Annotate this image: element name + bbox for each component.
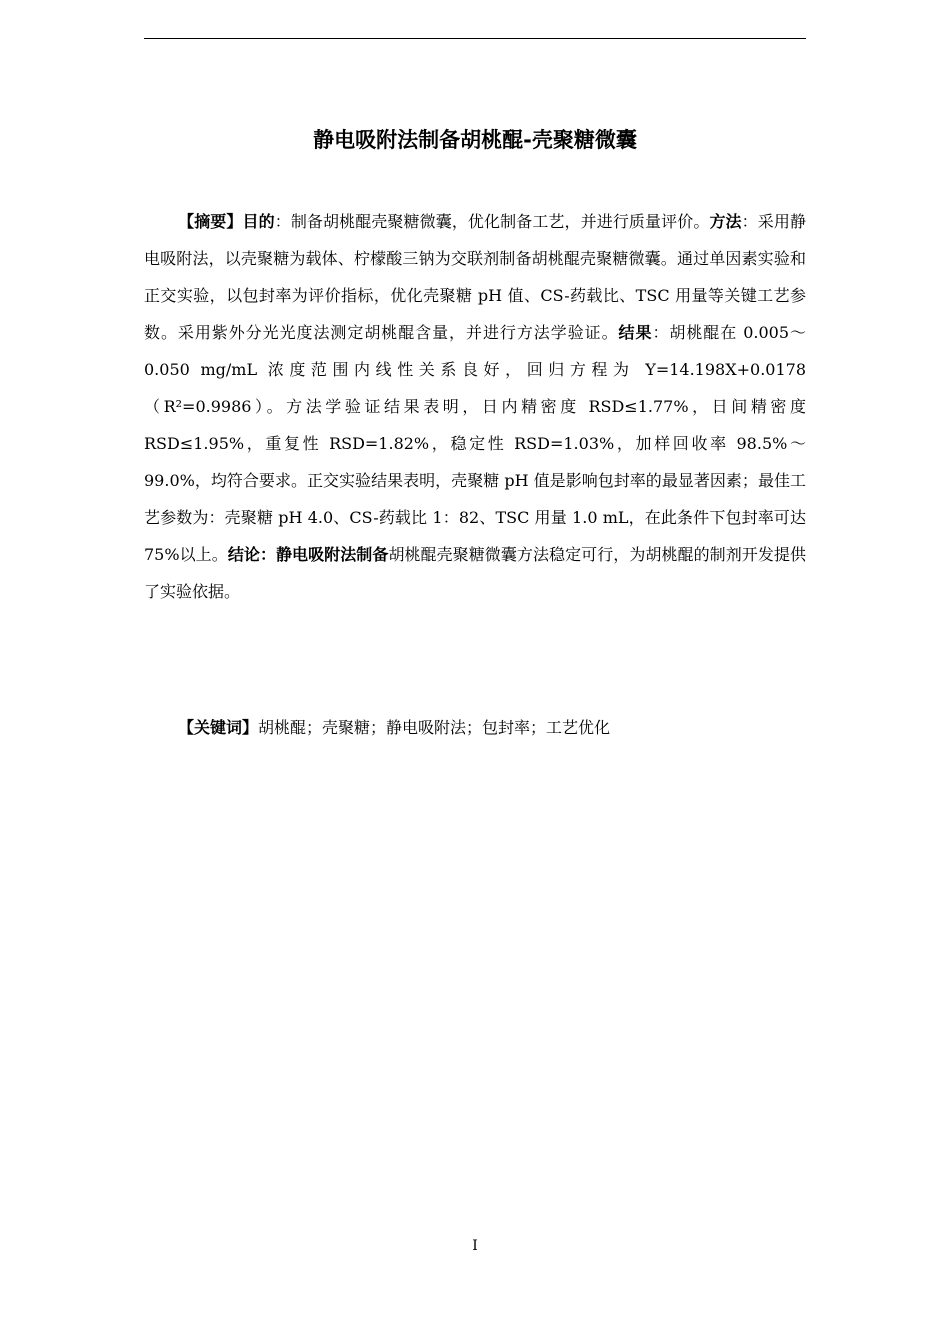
method-label: 方法 <box>709 212 742 231</box>
conclusion-bold-text: ：静电吸附法制备 <box>259 545 389 564</box>
conclusion-text: 胡桃醌壳聚糖微囊方法稳定可行，为胡桃醌的制剂开发提供了实验依据。 <box>144 545 806 601</box>
page-number: I <box>472 1238 478 1254</box>
keywords-text: 胡桃醌；壳聚糖；静电吸附法；包封率；工艺优化 <box>258 718 611 737</box>
result-label: 结果 <box>618 323 653 342</box>
header-rule <box>144 38 806 39</box>
objective-text: ：制备胡桃醌壳聚糖微囊，优化制备工艺，并进行质量评价。 <box>274 212 710 231</box>
method-text: ：采用静电吸附法，以壳聚糖为载体、柠檬酸三钠为交联剂制备胡桃醌壳聚糖微囊。通过单因素实验和正交实验，以包封率为评价指标，优化壳聚糖 pH 值、CS-药载比、TSC 用量等关键工艺参数。采用紫外分光光度法测定胡桃醌含量，并进行方法学验证。 <box>144 212 806 342</box>
result-text: ：胡桃醌在 0.005～0.050 mg/mL 浓度范围内线性关系良好，回归方程为 Y=14.198X+0.0178（R²=0.9986）。方法学验证结果表明，日内精密度 RSD≤1.77%，日间精密度 RSD≤1.95%，重复性 RSD=1.82%，稳定性 RSD=1.03%，加样回收率 98.5%～99.0%，均符合要求。正交实验结果表明，壳聚糖 pH 值是影响包封率的最显著因素；最佳工艺参数为：壳聚糖 pH 4.0、CS-药载比 1：82、TSC 用量 1.0 mL，在此条件下包封率可达 75%以上。 <box>144 323 806 564</box>
abstract-paragraph <box>144 203 806 610</box>
abstract-label: 【摘要】 <box>178 212 243 231</box>
objective-label: 目的 <box>242 212 275 231</box>
keywords-label: 【关键词】 <box>178 718 259 737</box>
conclusion-label: 结论 <box>227 545 260 564</box>
keywords-paragraph <box>144 711 806 745</box>
paper-title: 静电吸附法制备胡桃醌-壳聚糖微囊 <box>313 128 637 152</box>
